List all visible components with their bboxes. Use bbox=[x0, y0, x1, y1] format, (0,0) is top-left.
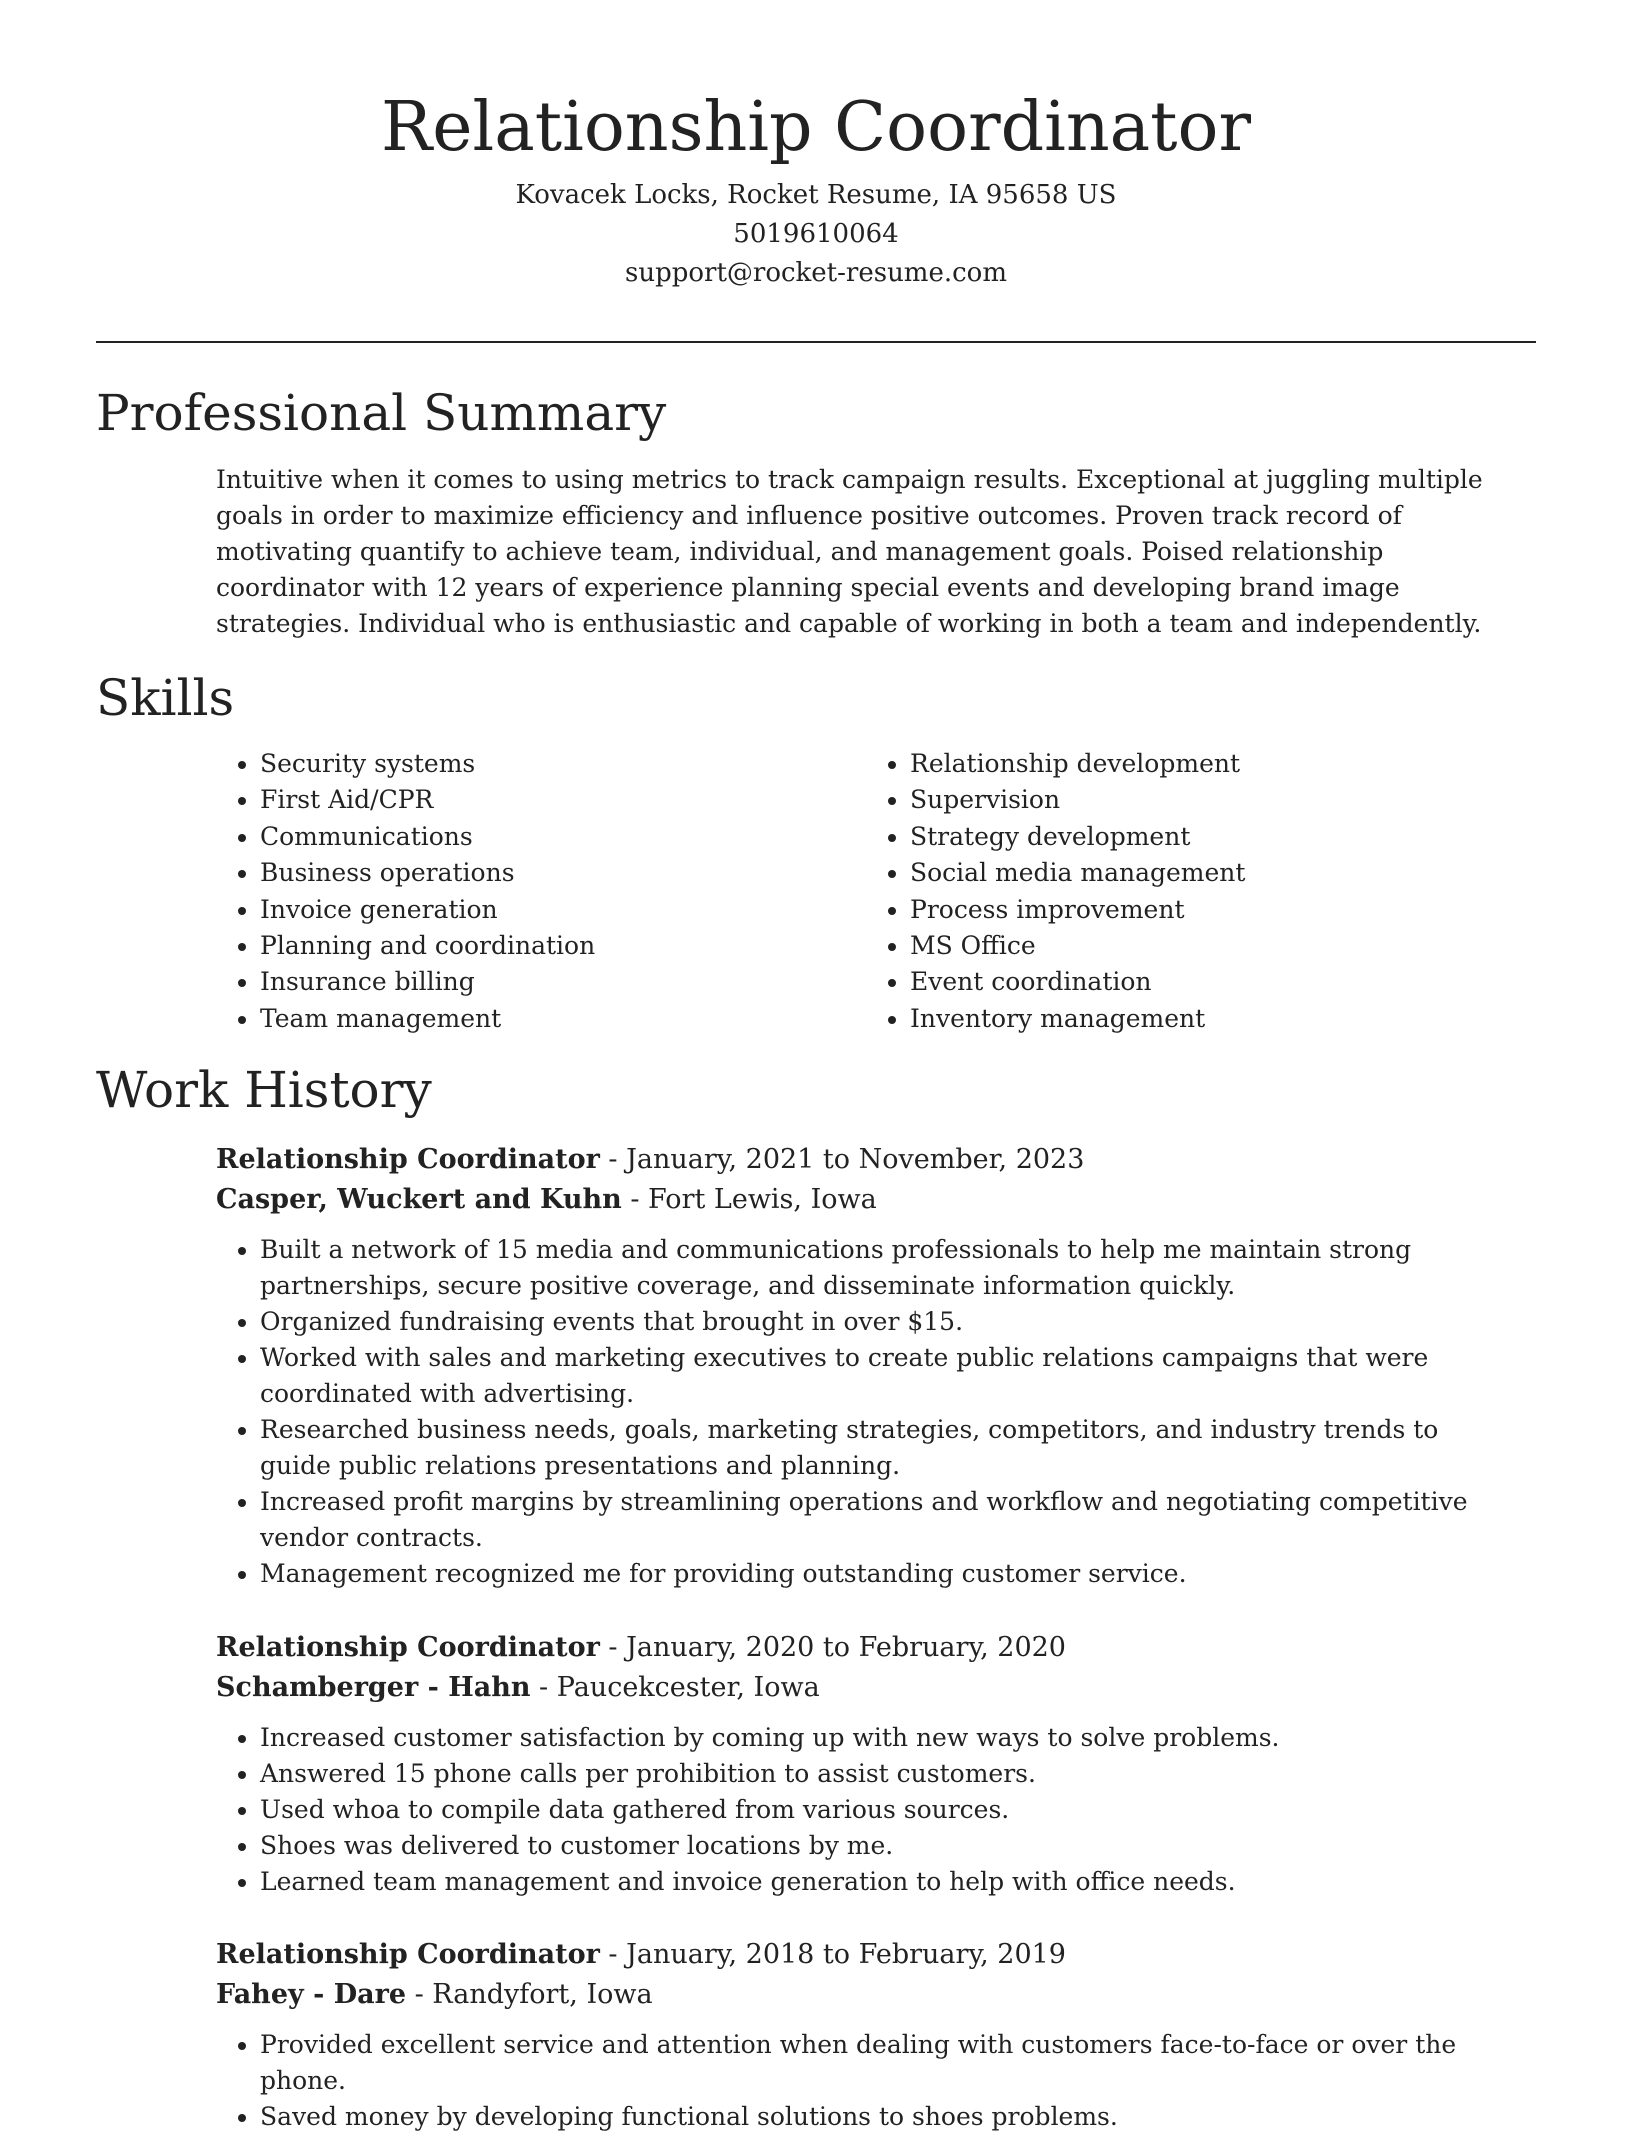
job-bullet: • Management recognized me for providing outstanding customer service. bbox=[260, 1556, 1516, 1592]
job-bullets bbox=[216, 1232, 1516, 1592]
job-company: Schamberger - Hahn bbox=[216, 1672, 531, 1703]
summary-heading: Professional Summary bbox=[96, 384, 667, 442]
job-role: Relationship Coordinator bbox=[216, 1939, 600, 1970]
job-title-line bbox=[216, 1140, 1516, 1180]
work-history-heading: Work History bbox=[96, 1061, 432, 1119]
skill-item: • MS Office bbox=[910, 928, 1506, 964]
skills-list-left bbox=[216, 746, 856, 1037]
skill-item: • Communications bbox=[260, 819, 856, 855]
job-entry bbox=[216, 1140, 1516, 1592]
skill-item: • Strategy development bbox=[910, 819, 1506, 855]
job-bullets bbox=[216, 1720, 1516, 1900]
job-location: - Fort Lewis, Iowa bbox=[621, 1184, 877, 1215]
resume-header bbox=[0, 0, 1632, 293]
skill-item: • Team management bbox=[260, 1001, 856, 1037]
job-company: Casper, Wuckert and Kuhn bbox=[216, 1184, 622, 1215]
job-bullet: • Increased profit margins by streamlining operations and workflow and negotiating competitive vendor contracts. bbox=[260, 1484, 1516, 1556]
job-entry bbox=[216, 1935, 1516, 2135]
contact-block bbox=[0, 176, 1632, 293]
job-location: - Paucekcester, Iowa bbox=[530, 1672, 820, 1703]
job-company: Fahey - Dare bbox=[216, 1979, 407, 2010]
job-company-line bbox=[216, 1668, 1516, 1708]
job-bullets bbox=[216, 2027, 1516, 2135]
job-bullet: • Built a network of 15 media and communications professionals to help me maintain strong partnerships, secure positive coverage, and disseminate information quickly. bbox=[260, 1232, 1516, 1304]
skill-item: • Inventory management bbox=[910, 1001, 1506, 1037]
job-title-line bbox=[216, 1935, 1516, 1975]
skills-list-right bbox=[866, 746, 1506, 1037]
summary-text: Intuitive when it comes to using metrics to track campaign results. Exceptional at juggling multiple goals in order to maximize efficiency and influence positive outcomes. Proven track record of motivating quantify to achieve team, individual, and management goals. Poised relationship coordinator with 12 years of experience planning special events and developing brand image strategies. Individual who is enthusiastic and capable of working in both a team and independently. bbox=[216, 465, 1483, 638]
job-role: Relationship Coordinator bbox=[216, 1632, 600, 1663]
skill-item: • Social media management bbox=[910, 855, 1506, 891]
skill-item: • Event coordination bbox=[910, 964, 1506, 1000]
skill-item: • Supervision bbox=[910, 782, 1506, 818]
skill-item: • First Aid/CPR bbox=[260, 782, 856, 818]
job-company-line bbox=[216, 1180, 1516, 1220]
job-bullet: • Organized fundraising events that brought in over $15. bbox=[260, 1304, 1516, 1340]
job-bullet: • Worked with sales and marketing executives to create public relations campaigns that were coordinated with advertising. bbox=[260, 1340, 1516, 1412]
skills-column-right bbox=[866, 746, 1506, 1037]
job-bullet: • Answered 15 phone calls per prohibition to assist customers. bbox=[260, 1756, 1516, 1792]
job-dates: - January, 2021 to November, 2023 bbox=[599, 1144, 1085, 1175]
job-dates: - January, 2020 to February, 2020 bbox=[599, 1632, 1066, 1663]
job-bullet: • Learned team management and invoice generation to help with office needs. bbox=[260, 1864, 1516, 1900]
job-bullet: • Saved money by developing functional solutions to shoes problems. bbox=[260, 2099, 1516, 2135]
contact-email: support@rocket-resume.com bbox=[624, 258, 1007, 288]
contact-address: Kovacek Locks, Rocket Resume, IA 95658 US bbox=[515, 180, 1117, 210]
job-bullet: • Researched business needs, goals, marketing strategies, competitors, and industry trends to guide public relations presentations and planning. bbox=[260, 1412, 1516, 1484]
skill-item: • Insurance billing bbox=[260, 964, 856, 1000]
job-location: - Randyfort, Iowa bbox=[406, 1979, 653, 2010]
skill-item: • Process improvement bbox=[910, 892, 1506, 928]
skill-item: • Business operations bbox=[260, 855, 856, 891]
skills-column-left bbox=[216, 746, 856, 1037]
job-role: Relationship Coordinator bbox=[216, 1144, 600, 1175]
skill-item: • Relationship development bbox=[910, 746, 1506, 782]
skills-heading: Skills bbox=[96, 669, 235, 727]
skill-item: • Invoice generation bbox=[260, 892, 856, 928]
job-bullet: • Used whoa to compile data gathered from various sources. bbox=[260, 1792, 1516, 1828]
job-dates: - January, 2018 to February, 2019 bbox=[599, 1939, 1066, 1970]
contact-phone: 5019610064 bbox=[733, 219, 899, 249]
skill-item: • Security systems bbox=[260, 746, 856, 782]
resume-name: Relationship Coordinator bbox=[381, 88, 1251, 167]
job-company-line bbox=[216, 1975, 1516, 2015]
job-bullet: • Shoes was delivered to customer locations by me. bbox=[260, 1828, 1516, 1864]
summary-section bbox=[216, 462, 1516, 642]
job-title-line bbox=[216, 1628, 1516, 1668]
job-bullet: • Increased customer satisfaction by coming up with new ways to solve problems. bbox=[260, 1720, 1516, 1756]
header-divider bbox=[96, 341, 1536, 343]
job-entry bbox=[216, 1628, 1516, 1900]
skill-item: • Planning and coordination bbox=[260, 928, 856, 964]
job-bullet: • Provided excellent service and attention when dealing with customers face-to-face or over the phone. bbox=[260, 2027, 1516, 2099]
